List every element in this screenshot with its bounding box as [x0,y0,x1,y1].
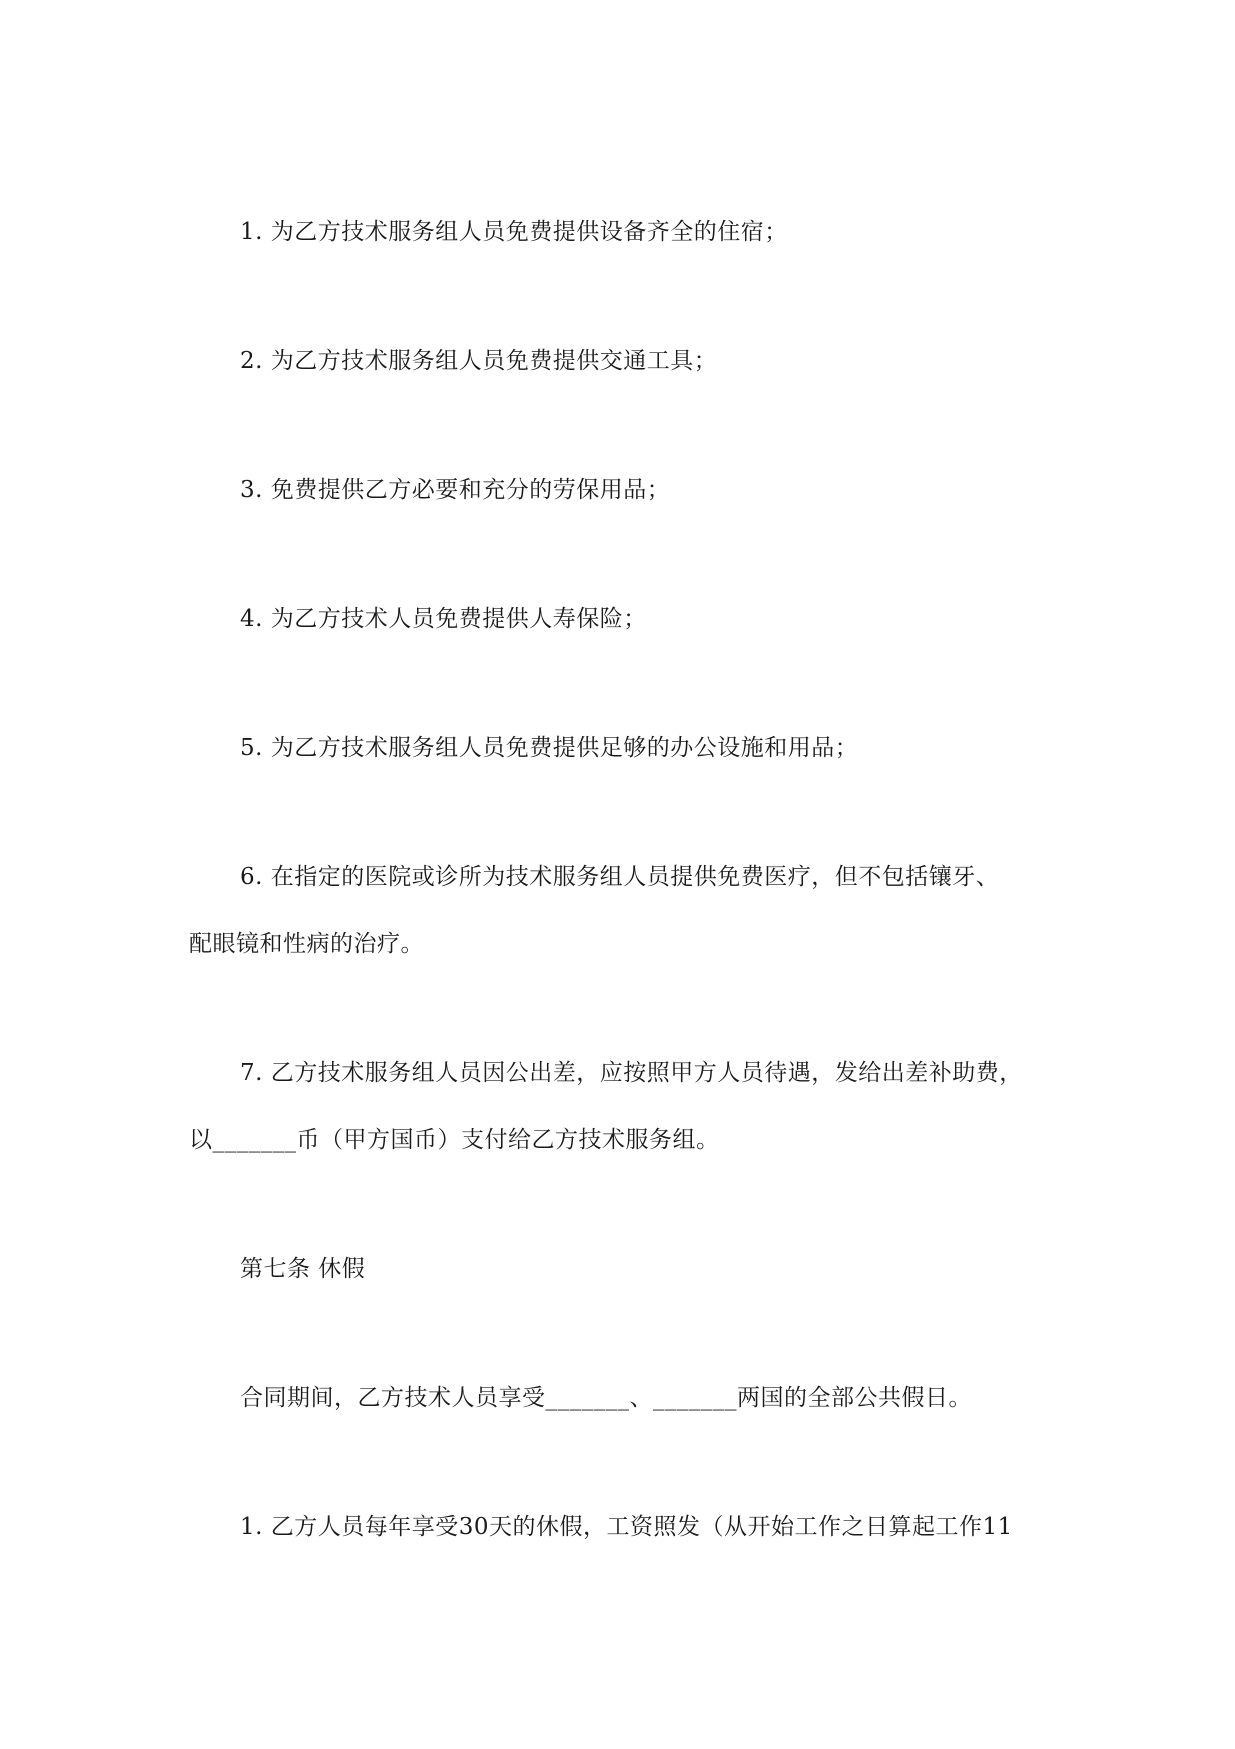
list-item-6-line-2: 配眼镜和性病的治疗。 [189,931,424,957]
list-item: 4. 为乙方技术人员免费提供人寿保险； [240,606,647,632]
list-item-6-line-1: 6. 在指定的医院或诊所为技术服务组人员提供免费医疗，但不包括镶牙、 [240,864,1000,890]
list-item: 2. 为乙方技术服务组人员免费提供交通工具； [240,348,718,374]
list-item-7-line-1: 7. 乙方技术服务组人员因公出差，应按照甲方人员待遇，发给出差补助费， [240,1060,1023,1086]
section-heading: 第七条 休假 [240,1256,366,1282]
list-item: 1. 乙方人员每年享受30天的休假，工资照发（从开始工作之日算起工作11 [240,1514,1013,1540]
list-item: 3. 免费提供乙方必要和充分的劳保用品； [240,477,671,503]
list-item: 5. 为乙方技术服务组人员免费提供足够的办公设施和用品； [240,735,859,761]
list-item: 1. 为乙方技术服务组人员免费提供设备齐全的住宿； [240,219,788,245]
list-item-7-line-2: 以_______币（甲方国币）支付给乙方技术服务组。 [189,1127,720,1153]
paragraph: 合同期间，乙方技术人员享受_______、_______两国的全部公共假日。 [240,1385,972,1411]
